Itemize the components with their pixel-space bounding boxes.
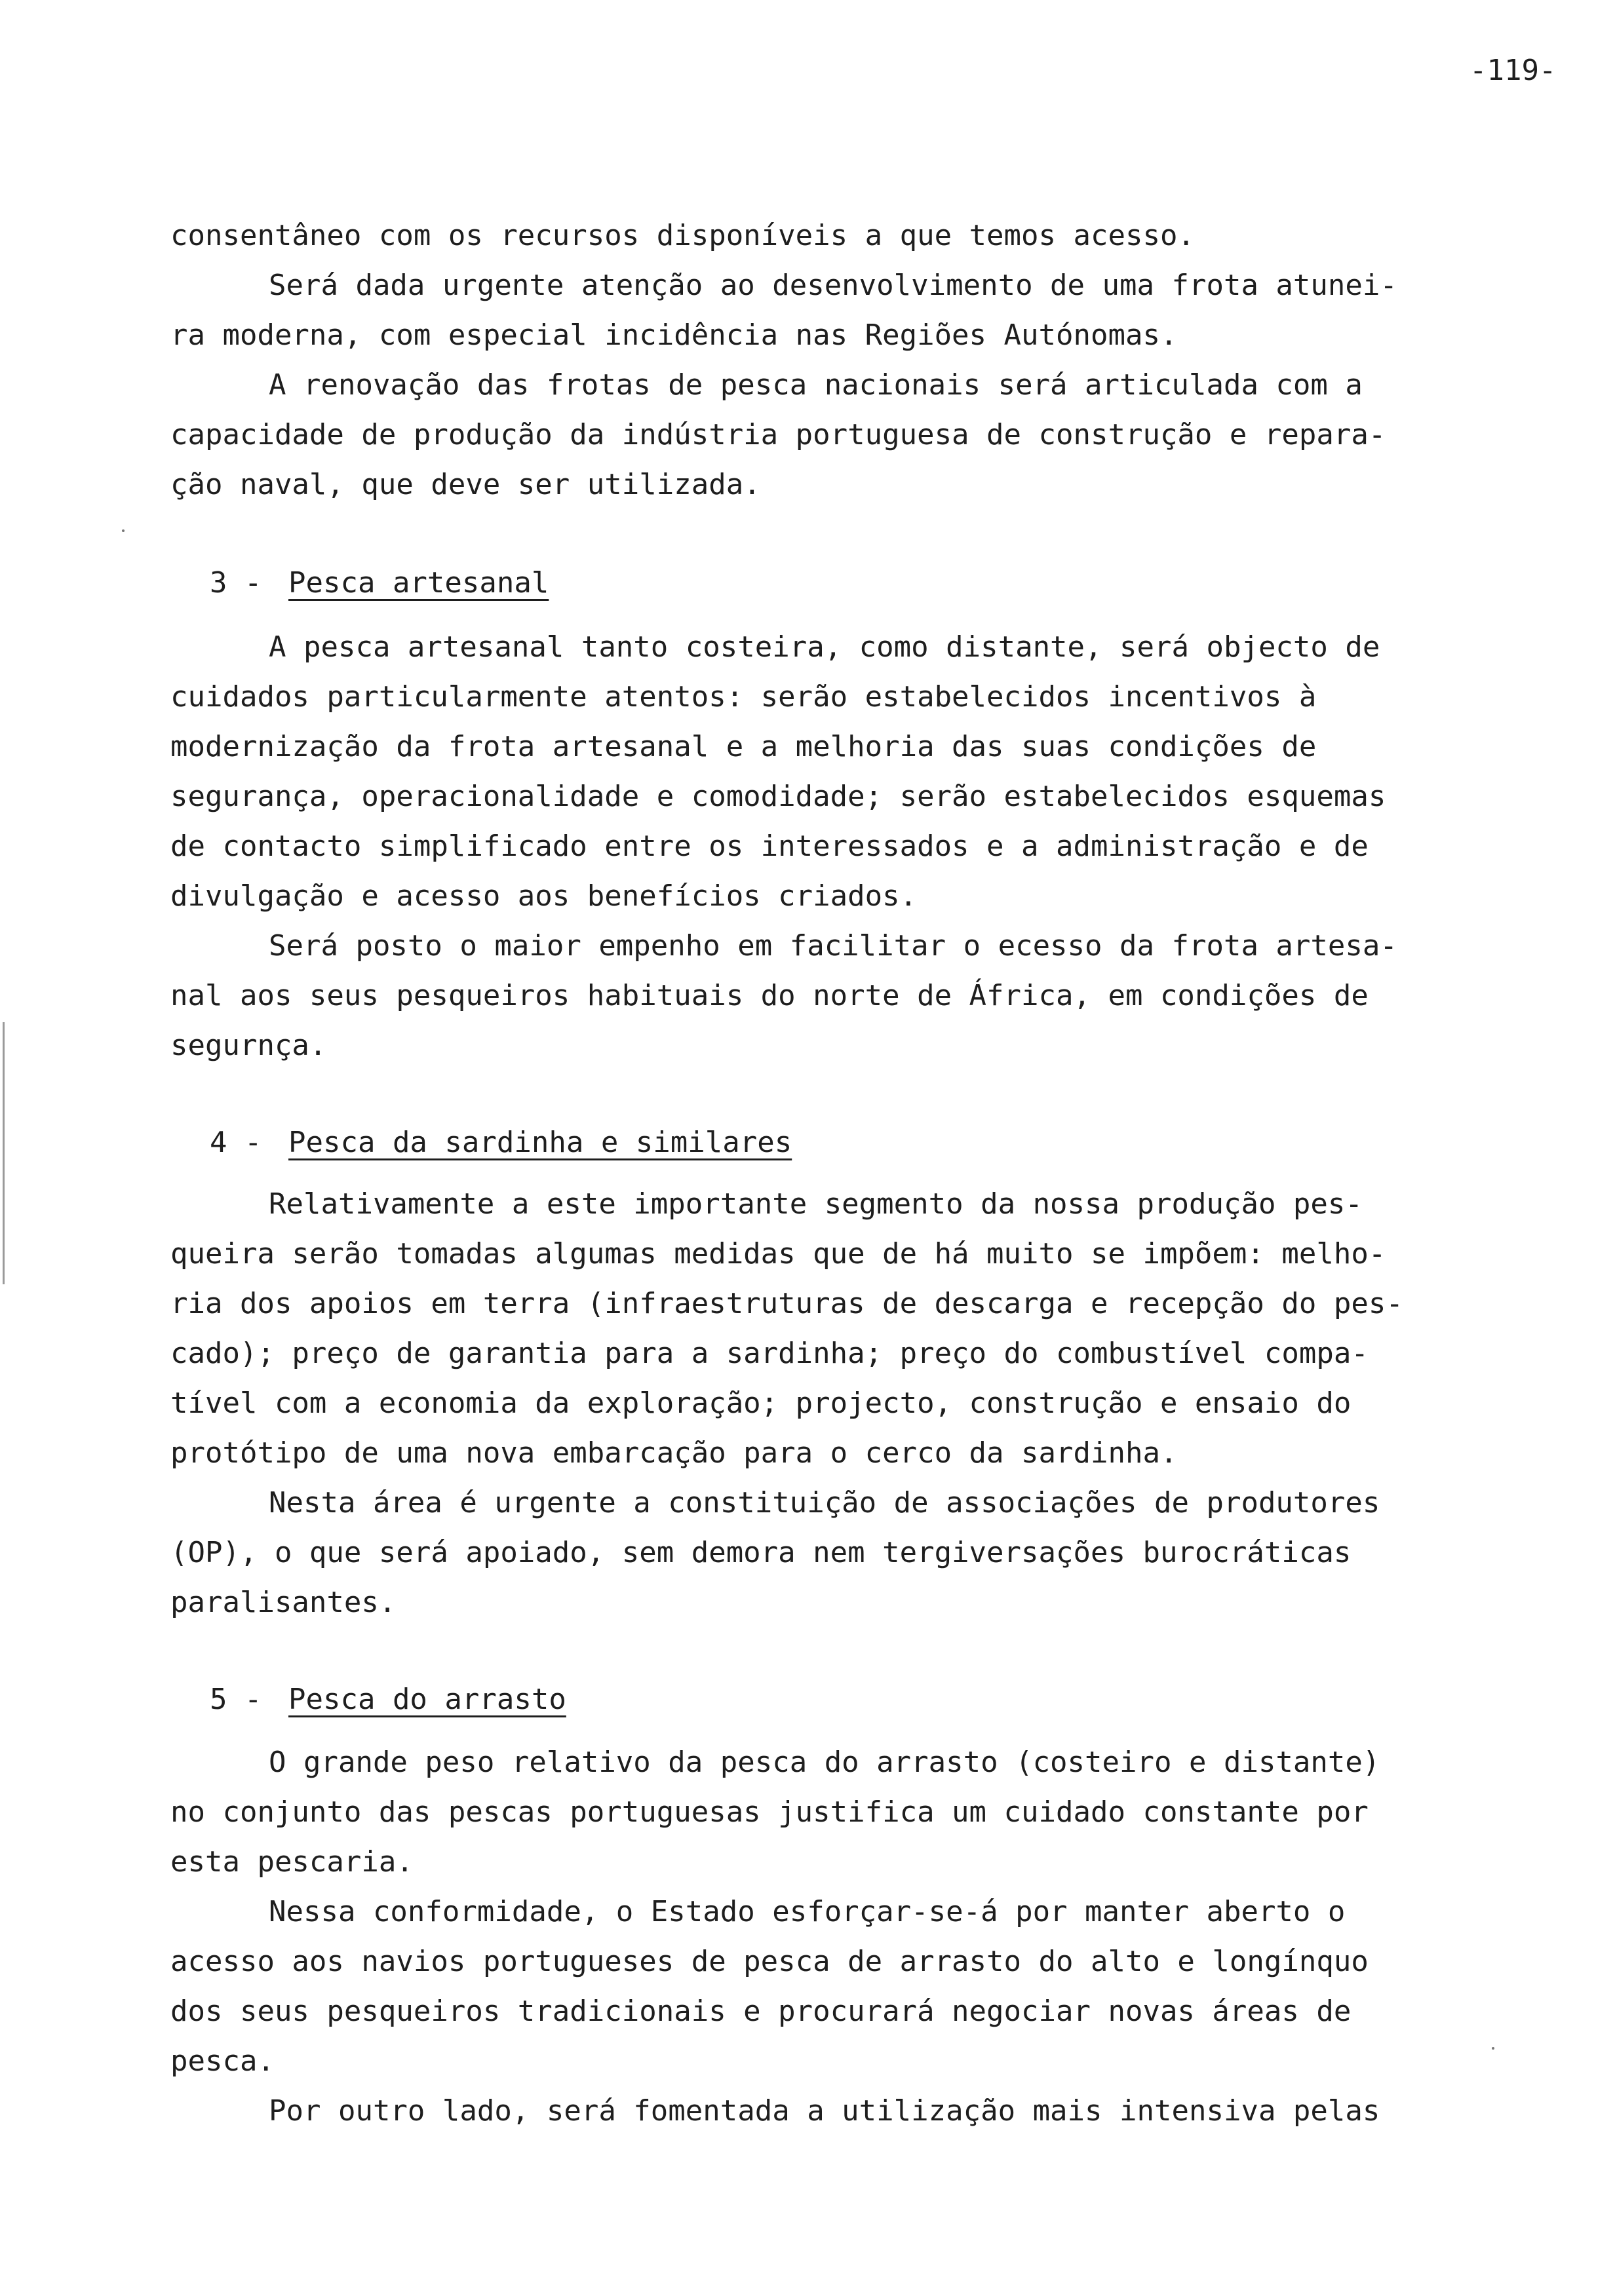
body-line: Será dada urgente atenção ao desenvolvimento de uma frota atunei- (269, 269, 1397, 302)
body-line: esta pescaria. (170, 1845, 414, 1879)
body-line: cado); preço de garantia para a sardinha; preço do combustível compa- (170, 1337, 1369, 1370)
body-line: ra moderna, com especial incidência nas Regiões Autónomas. (170, 318, 1178, 352)
body-line: divulgação e acesso aos benefícios criados. (170, 879, 918, 913)
scan-margin-mark (3, 1022, 5, 1284)
body-line: Nessa conformidade, o Estado esforçar-se-á por manter aberto o (269, 1895, 1346, 1928)
body-line: Relativamente a este importante segmento da nossa produção pes- (269, 1187, 1363, 1221)
section-heading-number: 5 - (210, 1683, 262, 1716)
body-line: capacidade de produção da indústria portuguesa de construção e repara- (170, 418, 1386, 451)
body-line: segurnça. (170, 1029, 327, 1062)
scan-speck (1492, 2047, 1494, 2050)
body-line: dos seus pesqueiros tradicionais e procurará negociar novas áreas de (170, 1995, 1352, 2028)
body-line: ria dos apoios em terra (infraestruturas de descarga e recepção do pes- (170, 1287, 1403, 1320)
body-line: Por outro lado, será fomentada a utilização mais intensiva pelas (269, 2094, 1380, 2128)
body-line: O grande peso relativo da pesca do arrasto (costeiro e distante) (269, 1746, 1380, 1779)
body-line: modernização da frota artesanal e a melhoria das suas condições de (170, 730, 1317, 763)
body-line: nal aos seus pesqueiros habituais do norte de África, em condições de (170, 979, 1369, 1012)
section-heading-title: Pesca da sardinha e similares (288, 1126, 792, 1159)
body-line: acesso aos navios portugueses de pesca de arrasto do alto e longínquo (170, 1945, 1369, 1978)
body-line: pesca. (170, 2044, 275, 2078)
body-line: ção naval, que deve ser utilizada. (170, 468, 761, 501)
body-line: cuidados particularmente atentos: serão estabelecidos incentivos à (170, 680, 1317, 714)
body-line: Será posto o maior empenho em facilitar o ecesso da frota artesa- (269, 929, 1397, 963)
section-heading-title: Pesca artesanal (288, 566, 549, 600)
body-line: de contacto simplificado entre os interessados e a administração e de (170, 830, 1369, 863)
body-line: A renovação das frotas de pesca nacionais será articulada com a (269, 368, 1363, 402)
body-line: consentâneo com os recursos disponíveis a que temos acesso. (170, 219, 1195, 252)
body-line: tível com a economia da exploração; projecto, construção e ensaio do (170, 1387, 1352, 1420)
body-line: queira serão tomadas algumas medidas que de há muito se impõem: melho- (170, 1237, 1386, 1271)
section-heading-title: Pesca do arrasto (288, 1683, 566, 1716)
body-line: paralisantes. (170, 1586, 397, 1619)
body-line: A pesca artesanal tanto costeira, como distante, será objecto de (269, 630, 1380, 664)
body-line: Nesta área é urgente a constituição de associações de produtores (269, 1486, 1380, 1520)
section-heading-number: 3 - (210, 566, 262, 600)
scan-speck (122, 529, 125, 532)
page-number: -119- (1469, 54, 1557, 87)
body-line: (OP), o que será apoiado, sem demora nem tergiversações burocráticas (170, 1536, 1352, 1569)
body-line: no conjunto das pescas portuguesas justifica um cuidado constante por (170, 1795, 1369, 1829)
body-line: protótipo de uma nova embarcação para o cerco da sardinha. (170, 1436, 1178, 1470)
body-line: segurança, operacionalidade e comodidade; serão estabelecidos esquemas (170, 780, 1386, 813)
section-heading-number: 4 - (210, 1126, 262, 1159)
